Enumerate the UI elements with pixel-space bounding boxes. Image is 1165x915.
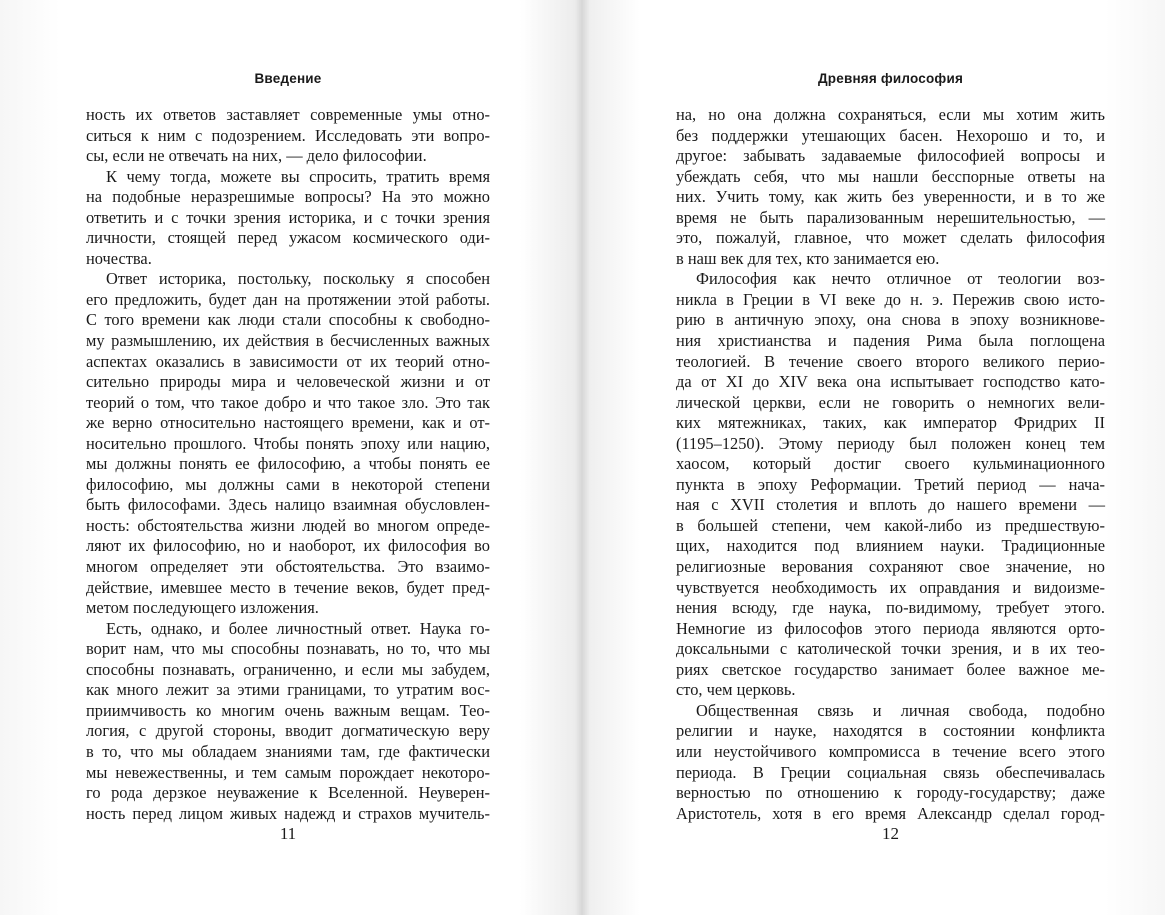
text-line: них. Учить тому, как жить без уверенности, и в то же bbox=[676, 187, 1105, 207]
text-line: сто, чем церковь. bbox=[676, 680, 796, 700]
text-line: Есть, однако, и более личностный ответ. Наука го- bbox=[106, 618, 490, 638]
text-line: действие, имевшее место в течение веков, будет пред- bbox=[86, 577, 490, 597]
text-line: приимчивость ко многим очень важным вещам. Тео- bbox=[86, 700, 490, 720]
text-line: сительно природы мира и человеческой жизни и от bbox=[86, 372, 490, 392]
text-line: философию, мы должны сами в некоторой степени bbox=[86, 474, 490, 494]
text-line: хаосом, который достиг своего кульминационного bbox=[676, 454, 1105, 474]
text-line: му размышлению, их действия в бесчисленных важных bbox=[86, 331, 490, 351]
text-line: пункта в эпоху Реформации. Третий период — нача- bbox=[676, 474, 1105, 494]
text-line: Философия как нечто отличное от теологии воз- bbox=[696, 269, 1105, 289]
text-line: верностью по отношению к городу-государству; даже bbox=[676, 783, 1105, 803]
text-line: убеждать себя, что мы нашли бесспорные ответы на bbox=[676, 166, 1105, 186]
text-line: на подобные неразрешимые вопросы? На это можно bbox=[86, 187, 490, 207]
text-line: С того времени как люди стали способны к свободно- bbox=[86, 310, 490, 330]
text-line: время не быть парализованным нерешительностью, — bbox=[676, 207, 1105, 227]
text-line: рию в античную эпоху, она снова в эпоху возникнове- bbox=[676, 310, 1105, 330]
text-line: ких мятежниках, таких, как император Фридрих II bbox=[676, 413, 1105, 433]
text-line: ночества. bbox=[86, 248, 152, 268]
text-line: (1195–1250). Этому периоду был положен конец тем bbox=[676, 433, 1105, 453]
text-line: никла в Греции в VI веке до н. э. Пережив свою исто- bbox=[676, 289, 1105, 309]
text-line: Немногие из философов этого периода являются орто- bbox=[676, 618, 1105, 638]
text-line: ность их ответов заставляет современные умы отно- bbox=[86, 105, 490, 124]
page-number: 11 bbox=[279, 824, 297, 843]
text-line: ответить и с точки зрения историка, и с точки зрения bbox=[86, 207, 490, 227]
text-line: же верно относительно настоящего времени, как и от- bbox=[86, 413, 490, 433]
text-line: быть философами. Здесь налицо взаимная обусловлен- bbox=[86, 495, 490, 515]
text-line: го рода дерзкое неуважение к Вселенной. Неуверен- bbox=[86, 783, 490, 803]
text-line: способны познавать, ограниченно, и если мы забудем, bbox=[86, 659, 490, 679]
text-line: его предложить, будет дан на протяжении этой работы. bbox=[86, 289, 490, 309]
text-line: ния христианства и падения Рима была поглощена bbox=[676, 331, 1105, 351]
text-line: личности, стоящей перед ужасом космического оди- bbox=[86, 228, 490, 248]
text-line: Ответ историка, постольку, поскольку я способен bbox=[106, 269, 490, 289]
text-line: ность: обстоятельства жизни людей во многом опреде- bbox=[86, 515, 490, 535]
text-line: сы, если не отвечать на них, — дело философии. bbox=[86, 146, 427, 166]
text-line: аспектах оказались в зависимости от их теорий отно- bbox=[86, 351, 490, 371]
text-line: логия, с другой стороны, вводит догматическую веру bbox=[86, 721, 490, 741]
text-line: на, но она должна сохраняться, если мы хотим жить bbox=[676, 105, 1105, 124]
text-line: религиозные верования сохраняют свое значение, но bbox=[676, 557, 1105, 577]
text-line: многом определяет эти обстоятельства. Это взаимо- bbox=[86, 557, 490, 577]
left-page bbox=[86, 0, 490, 915]
text-line: или неустойчивого компромисса в течение всего этого bbox=[676, 741, 1105, 761]
text-line: как много лежит за этими границами, то утратим вос- bbox=[86, 680, 490, 700]
text-line: носительно прошлого. Чтобы понять эпоху или нацию, bbox=[86, 433, 490, 453]
text-line: ность перед лицом живых надежд и страхов мучитель- bbox=[86, 803, 490, 823]
running-head: Введение bbox=[254, 71, 322, 86]
text-line: без поддержки утешающих басен. Нехорошо и то, и bbox=[676, 125, 1105, 145]
text-line: щих, находится под влиянием науки. Традиционные bbox=[676, 536, 1105, 556]
text-line: другое: забывать задаваемые философией вопросы и bbox=[676, 146, 1105, 166]
text-line: мы невежественны, и тем самым порождает некоторо- bbox=[86, 762, 490, 782]
text-line: мы должны понять ее философию, а чтобы понять ее bbox=[86, 454, 490, 474]
text-line: К чему тогда, можете вы спросить, тратить время bbox=[106, 166, 490, 186]
text-line: в большей степени, чем какой-либо из предшествую- bbox=[676, 515, 1105, 535]
text-line: нения всюду, где наука, по-видимому, требует этого. bbox=[676, 598, 1105, 618]
text-line: это, пожалуй, главное, что может сделать философия bbox=[676, 228, 1105, 248]
page-body bbox=[676, 105, 1105, 824]
text-line: чувствуется необходимость их оправдания и видоизме- bbox=[676, 577, 1105, 597]
text-line: Общественная связь и личная свобода, подобно bbox=[696, 700, 1105, 720]
text-line: религии и науке, находятся в состоянии конфликта bbox=[676, 721, 1105, 741]
page-number: 12 bbox=[882, 824, 899, 843]
text-line: ляют их философию, но и наоборот, их философия во bbox=[86, 536, 490, 556]
text-line: риях светское государство занимает более важное ме- bbox=[676, 659, 1105, 679]
text-line: ворит нам, что мы способны познавать, но то, что мы bbox=[86, 639, 490, 659]
text-line: периода. В Греции социальная связь обеспечивалась bbox=[676, 762, 1105, 782]
text-line: лической церкви, если не говорить о немногих вели- bbox=[676, 392, 1105, 412]
text-line: доксальными с католической точки зрения, и в их тео- bbox=[676, 639, 1105, 659]
running-head: Древняя философия bbox=[817, 71, 964, 86]
text-line: метом последующего изложения. bbox=[86, 598, 319, 618]
text-line: ная с XVII столетия и вплоть до нашего времени — bbox=[676, 495, 1105, 515]
right-page bbox=[676, 0, 1105, 915]
text-line: теорий о том, что такое добро и что такое зло. Это так bbox=[86, 392, 490, 412]
page-body bbox=[86, 105, 490, 824]
text-line: теологией. В течение своего второго великого перио- bbox=[676, 351, 1105, 371]
text-line: в наш век для тех, кто занимается ею. bbox=[676, 248, 940, 268]
text-line: да от XI до XIV века она испытывает господство като- bbox=[676, 372, 1105, 392]
text-line: ситься к ним с подозрением. Исследовать эти вопро- bbox=[86, 125, 490, 145]
text-line: Аристотель, хотя в его время Александр сделал город- bbox=[676, 803, 1105, 823]
text-line: в то, что мы обладаем знаниями там, где фактически bbox=[86, 741, 490, 761]
